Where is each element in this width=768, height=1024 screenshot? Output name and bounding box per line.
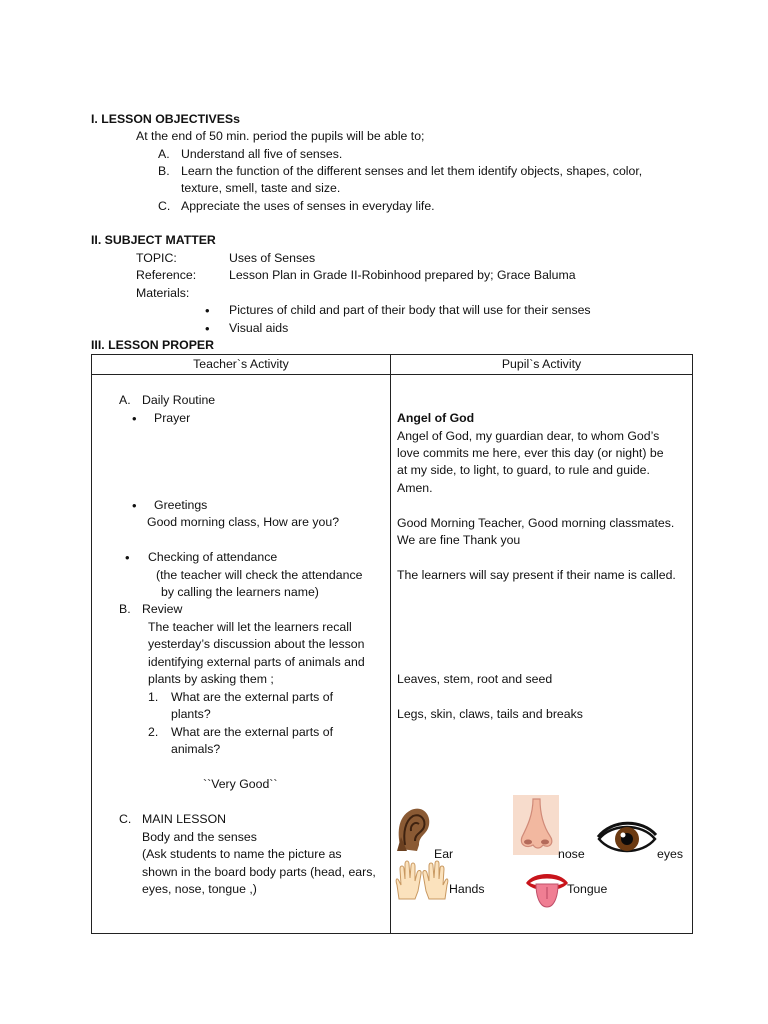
teacher-column-header: Teacher`s Activity [92,355,391,375]
objective-b-cont: texture, smell, taste and size. [181,181,341,195]
pupil-activity-cell [391,375,693,934]
bullet-icon [132,497,137,515]
subject-heading: II. SUBJECT MATTER [91,233,216,247]
question-1: What are the external parts of [171,690,333,704]
very-good-text: ``Very Good`` [203,777,278,791]
materials-label: Materials: [136,286,190,300]
review-line: plants by asking them ; [148,672,274,686]
review-line: yesterday’s discussion about the lesson [148,637,365,651]
tongue-label: Tongue [567,882,608,896]
hands-picture [393,859,451,901]
animals-answer: Legs, skin, claws, tails and breaks [397,707,583,721]
greeting-response-2: We are fine Thank you [397,533,521,547]
greeting-response: Good Morning Teacher, Good morning classmates. [397,516,675,530]
attendance-line-1: (the teacher will check the attendance [156,568,363,582]
material-item: Visual aids [229,321,289,335]
nose-label: nose [558,847,585,861]
eye-picture [596,821,658,857]
objectives-heading: I. LESSON OBJECTIVESs [91,112,240,126]
prayer-line: Angel of God, my guardian dear, to whom God’s [397,429,660,443]
main-lesson-letter: C. [119,812,132,826]
objectives-intro: At the end of 50 min. period the pupils will be able to; [136,129,425,143]
main-lesson-line: eyes, nose, tongue ,) [142,882,257,896]
attendance-response: The learners will say present if their name is called. [397,568,676,582]
prayer-line: at my side, to light, to guard, to rule and guide. [397,463,650,477]
plants-answer: Leaves, stem, root and seed [397,672,553,686]
objective-b-letter: B. [158,164,170,178]
bullet-icon [125,549,130,567]
proper-heading: III. LESSON PROPER [91,338,214,352]
question-1-number: 1. [148,690,159,704]
objective-c-letter: C. [158,199,171,213]
review-letter: B. [119,602,131,616]
activity-table [91,354,693,934]
review-title: Review [142,602,183,616]
prayer-label: Prayer [154,411,191,425]
bullet-icon [205,320,210,338]
topic-value: Uses of Senses [229,251,316,265]
attendance-label: Checking of attendance [148,550,278,564]
ear-label: Ear [434,847,454,861]
pupil-column-header: Pupil`s Activity [391,355,693,375]
attendance-line-2: by calling the learners name) [161,585,319,599]
prayer-line: Amen. [397,481,433,495]
question-2-cont: animals? [171,742,221,756]
eyes-label: eyes [657,847,683,861]
main-lesson-line: shown in the board body parts (head, ears, [142,865,376,879]
reference-value: Lesson Plan in Grade II-Robinhood prepared by; Grace Baluma [229,268,576,282]
routine-title: Daily Routine [142,393,216,407]
question-2: What are the external parts of [171,725,333,739]
teacher-activity-cell [92,375,391,934]
greetings-line: Good morning class, How are you? [147,515,340,529]
nose-picture [513,795,559,855]
routine-letter: A. [119,393,131,407]
main-lesson-line: (Ask students to name the picture as [142,847,342,861]
ear-picture [393,805,433,851]
material-item: Pictures of child and part of their body that will use for their senses [229,303,591,317]
question-2-number: 2. [148,725,159,739]
question-1-cont: plants? [171,707,211,721]
objective-a: Understand all five of senses. [181,147,343,161]
objective-b: Learn the function of the different senses and let them identify objects, shapes, color, [181,164,643,178]
review-line: identifying external parts of animals and [148,655,365,669]
tongue-picture [524,867,570,913]
prayer-line: love commits me here, ever this day (or night) be [397,446,664,460]
greetings-label: Greetings [154,498,208,512]
objective-a-letter: A. [158,147,170,161]
topic-label: TOPIC: [136,251,177,265]
prayer-title: Angel of God [397,411,475,425]
review-line: The teacher will let the learners recall [148,620,352,634]
reference-label: Reference: [136,268,197,282]
bullet-icon [205,302,210,320]
bullet-icon [132,410,137,428]
hands-label: Hands [449,882,485,896]
objective-c: Appreciate the uses of senses in everyday life. [181,199,435,213]
main-lesson-line: Body and the senses [142,830,257,844]
main-lesson-title: MAIN LESSON [142,812,227,826]
